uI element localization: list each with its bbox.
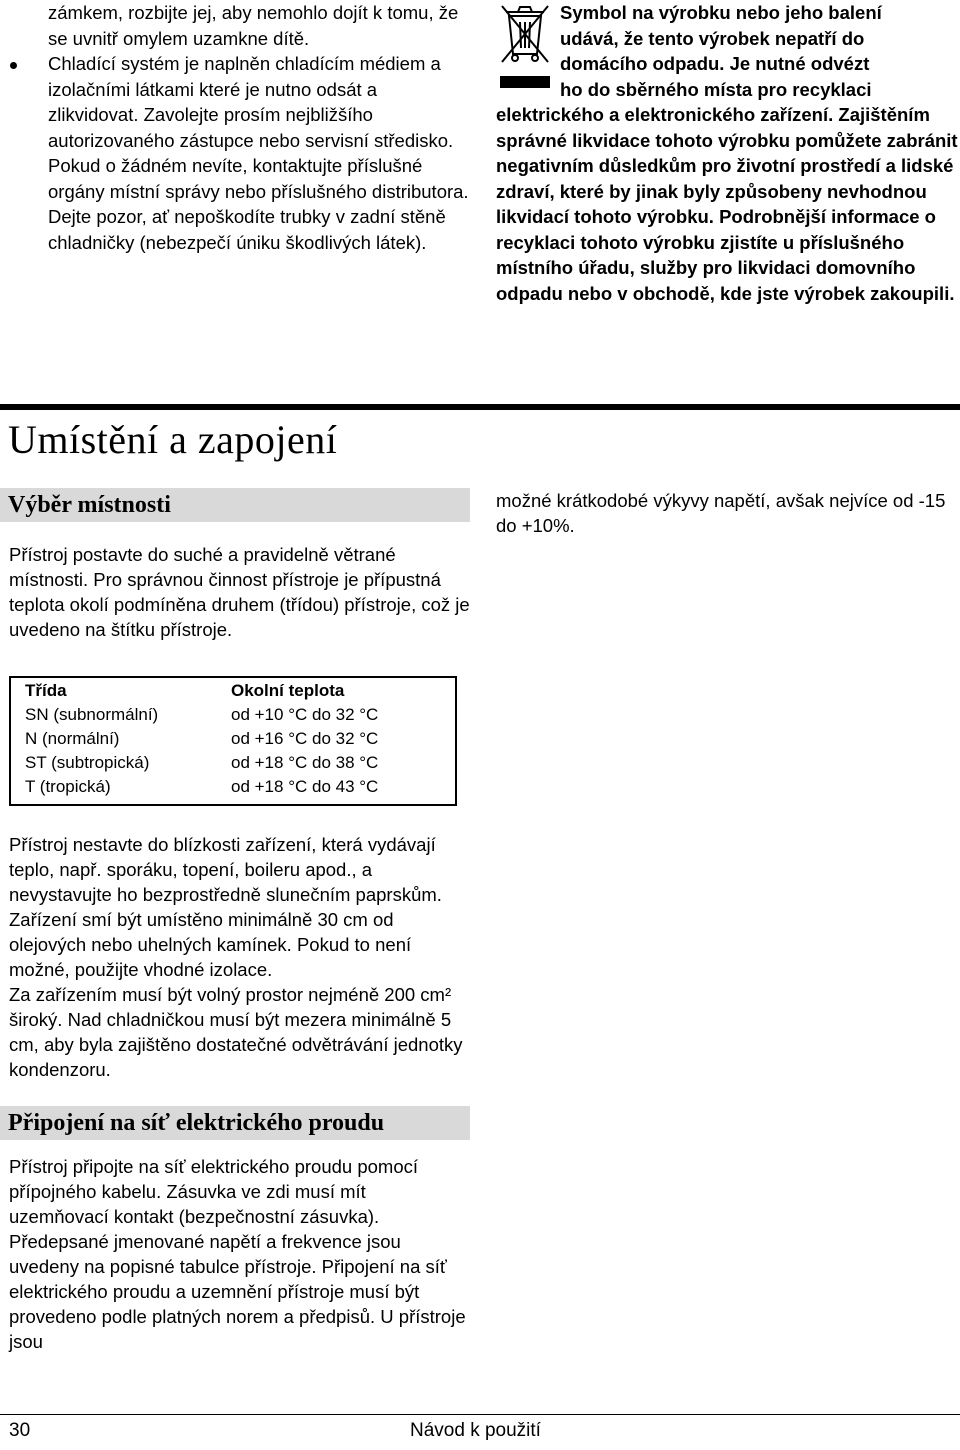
section-heading-power: Připojení na síť elektrického proudu: [0, 1106, 470, 1140]
table-cell-temperature: od +18 °C do 38 °C: [231, 753, 379, 772]
top-left-column: [0, 0, 470, 255]
voltage-paragraph: možné krátkodobé výkyvy napětí, avšak nejvíce od -15 do +10%.: [496, 490, 946, 536]
placement-paragraph-1: Přístroj nestavte do blízkosti zařízení, která vydávají teplo, např. sporáku, topení, boileru apod., a nevystavujte ho bezprostředně slunečním paprskům.: [9, 834, 442, 905]
top-right-column: [496, 0, 958, 306]
bullet-item: [0, 51, 470, 255]
table-header-class: Třída: [25, 681, 67, 700]
right-column: [496, 488, 958, 538]
placement-paragraph-3: Za zařízením musí být volný prostor nejméně 200 cm² široký. Nad chladničkou musí být mezera minimálně 5 cm, aby byla zajištěno dostatečné odvětrávání jednotky kondenzoru.: [9, 984, 463, 1080]
table-header-row: [10, 677, 456, 702]
footer-title: Návod k použití: [410, 1420, 541, 1441]
table-cell-temperature: od +18 °C do 43 °C: [231, 777, 379, 796]
page-title: Umístění a zapojení: [8, 417, 338, 462]
bullet-text: Chladící systém je naplněn chladícím médiem a izolačními látkami které je nutno odsát a zlikvidovat. Zavolejte prosím nejbližšího autorizovaného zástupce nebo servisní středisko. Pokud o žádném nevíte, kontaktujte příslušné orgány místní správy nebo příslušného distributora. Dejte pozor, ať nepoškodíte trubky v zadní stěně chladničky (nebezpečí úniku škodlivých látek).: [48, 53, 469, 253]
section-divider: [0, 404, 960, 410]
table-cell-temperature: od +10 °C do 32 °C: [231, 705, 379, 724]
page-number: 30: [9, 1420, 31, 1441]
table-cell-temperature: od +16 °C do 32 °C: [231, 729, 379, 748]
placement-paragraph-2: Zařízení smí být umístěno minimálně 30 cm od olejových nebo uhelných kamínek. Pokud to není možné, použijte vhodné izolace.: [9, 909, 412, 980]
left-column: [0, 488, 470, 1354]
table-row: [10, 750, 456, 774]
table-cell-class: SN (subnormální): [25, 705, 159, 724]
weee-line-3: domácího odpadu. Je nutné odvézt: [560, 53, 870, 74]
table-cell-class: N (normální): [25, 729, 120, 748]
weee-line-4: ho do sběrného místa pro recyklaci: [560, 78, 872, 100]
footer-divider: [0, 1414, 960, 1415]
table-header-temperature: Okolní teplota: [231, 681, 345, 700]
weee-paragraph: elektrického a elektronického zařízení. Zajištěním správné likvidace tohoto výrobku pomůžete zabránit negativním důsledkům pro životní prostředí a lidské zdraví, které by jinak byly způsobeny nevhodnou likvidací tohoto výrobku. Podrobnější informace o recyklaci tohoto výrobku zjistíte u příslušného místního úřadu, služby pro likvidaci domovního odpadu nebo v obchodě, kde jste výrobek zakoupili.: [496, 104, 958, 304]
table-row: [10, 702, 456, 726]
room-intro: Přístroj postavte do suché a pravidelně větrané místnosti. Pro správnou činnost přístroje je přípustná teplota okolí podmíněna druhem (třídou) přístroje, což je uvedeno na štítku přístroje.: [9, 544, 470, 640]
table-cell-class: T (tropická): [25, 777, 111, 796]
power-paragraph: Přístroj připojte na síť elektrického proudu pomocí přípojného kabelu. Zásuvka ve zdi musí mít uzemňovací kontakt (bezpečnostní zásuvka). Předepsané jmenované napětí a frekvence jsou uvedeny na popisné tabulce přístroje. Připojení na síť elektrického proudu a uzemnění přístroje musí být provedeno podle platných norem a předpisů. U přístroje jsou: [9, 1156, 466, 1352]
temperature-class-table: [9, 676, 457, 806]
table-row: [10, 726, 456, 750]
table-cell-class: ST (subtropická): [25, 753, 150, 772]
continuation-paragraph: zámkem, rozbijte jej, aby nemohlo dojít k tomu, že se uvnitř omylem uzamkne dítě.: [48, 2, 459, 49]
weee-line-1: Symbol na výrobku nebo jeho balení: [560, 2, 882, 23]
weee-line-2: udává, že tento výrobek nepatří do: [560, 27, 865, 49]
table-row: [10, 774, 456, 805]
section-heading-room: Výběr místnosti: [0, 488, 470, 522]
bullet-dot-icon: [10, 62, 17, 69]
